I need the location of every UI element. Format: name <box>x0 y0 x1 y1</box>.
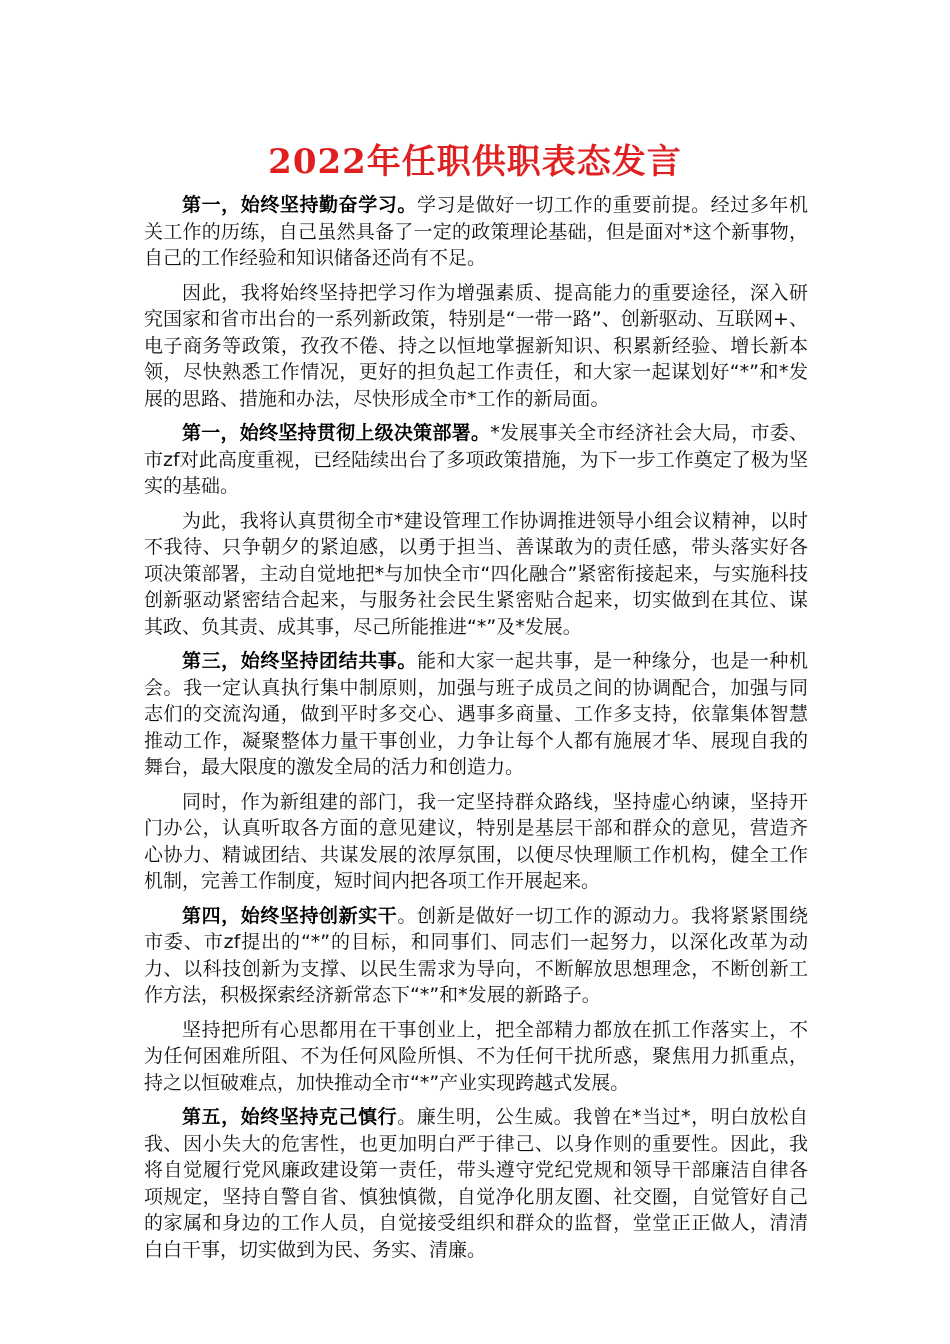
paragraph-text: 学习是做好一切工作的重要前提。经过多年机关工作的历练，自己虽然具备了一定的政策理论基础，但是面对*这个新事物，自己的工作经验和知识储备还尚有不足。 <box>144 194 808 269</box>
paragraph-text: 为此，我将认真贯彻全市*建设管理工作协调推进领导小组会议精神，以时不我待、只争朝夕的紧迫感，以勇于担当、善谋敢为的责任感，带头落实好各项决策部署，主动自觉地把*与加快全市“四化融合”紧密衔接起来，与实施科技创新驱动紧密结合起来，与服务社会民生紧密贴合起来，切实做到在其位、谋其政、负其责、成其事，尽己所能推进“*”及*发展。 <box>144 509 808 638</box>
document-body <box>144 192 808 1271</box>
paragraph <box>144 192 808 272</box>
paragraph-lead: 第一，始终坚持勤奋学习。 <box>182 194 417 216</box>
paragraph-text: 同时，作为新组建的部门，我一定坚持群众路线，坚持虚心纳谏，坚持开门办公，认真听取各方面的意见建议，特别是基层干部和群众的意见，营造齐心协力、精诚团结、共谋发展的浓厚氛围，以便尽快理顺工作机构，健全工作机制，完善工作制度，短时间内把各项工作开展起来。 <box>144 790 808 892</box>
document-title: 2022年任职供职表态发言 <box>268 142 682 182</box>
paragraph <box>144 903 808 1009</box>
paragraph-text: 因此，我将始终坚持把学习作为增强素质、提高能力的重要途径，深入研究国家和省市出台的一系列新政策，特别是“一带一路”、创新驱动、互联网+、电子商务等政策，孜孜不倦、持之以恒地掌握新知识、积累新经验、增长新本领，尽快熟悉工作情况，更好的担负起工作责任，和大家一起谋划好“*”和*发展的思路、措施和办法，尽快形成全市*工作的新局面。 <box>144 281 808 410</box>
paragraph <box>144 420 808 500</box>
paragraph <box>144 648 808 781</box>
paragraph <box>144 1017 808 1097</box>
paragraph-text: 。创新是做好一切工作的源动力。我将紧紧围绕市委、市zf提出的“*”的目标，和同事们、同志们一起努力，以深化改革为动力、以科技创新为支撑、以民生需求为导向，不断解放思想理念，不断创新工作方法，积极探索经济新常态下“*”和*发展的新路子。 <box>144 904 808 1006</box>
paragraph-text: *发展事关全市经济社会大局，市委、市zf对此高度重视，已经陆续出台了多项政策措施，为下一步工作奠定了极为坚实的基础。 <box>144 422 808 497</box>
paragraph-text: 能和大家一起共事，是一种缘分，也是一种机会。我一定认真执行集中制原则，加强与班子成员之间的协调配合，加强与同志们的交流沟通，做到平时多交心、遇事多商量、工作多支持，依靠集体智慧推动工作，凝聚整体力量干事创业，力争让每个人都有施展才华、展现自我的舞台，最大限度的激发全局的活力和创造力。 <box>144 650 808 778</box>
paragraph-lead: 第一，始终坚持贯彻上级决策部署。 <box>182 422 491 444</box>
paragraph-lead: 第四，始终坚持创新实干 <box>182 904 398 927</box>
paragraph-text: 。廉生明，公生威。我曾在*当过*，明白放松自我、因小失大的危害性，也更加明白严于律己、以身作则的重要性。因此，我将自觉履行党风廉政建设第一责任，带头遵守党纪党规和领导干部廉洁自律各项规定，坚持自警自省、慎独慎微，自觉净化朋友圈、社交圈，自觉管好自己的家属和身边的工作人员，自觉接受组织和群众的监督，堂堂正正做人，清清白白干事，切实做到为民、务实、清廉。 <box>144 1106 808 1261</box>
paragraph-lead: 第五，始终坚持克己慎行 <box>182 1106 398 1128</box>
paragraph <box>144 508 808 641</box>
paragraph <box>144 789 808 895</box>
paragraph <box>144 1104 808 1263</box>
paragraph-lead: 第三，始终坚持团结共事。 <box>182 650 417 672</box>
paragraph <box>144 280 808 413</box>
paragraph-text: 坚持把所有心思都用在干事创业上，把全部精力都放在抓工作落实上，不为任何困难所阻、不为任何风险所惧、不为任何干扰所惑，聚焦用力抓重点，持之以恒破难点，加快推动全市“*”产业实现跨越式发展。 <box>144 1018 808 1094</box>
